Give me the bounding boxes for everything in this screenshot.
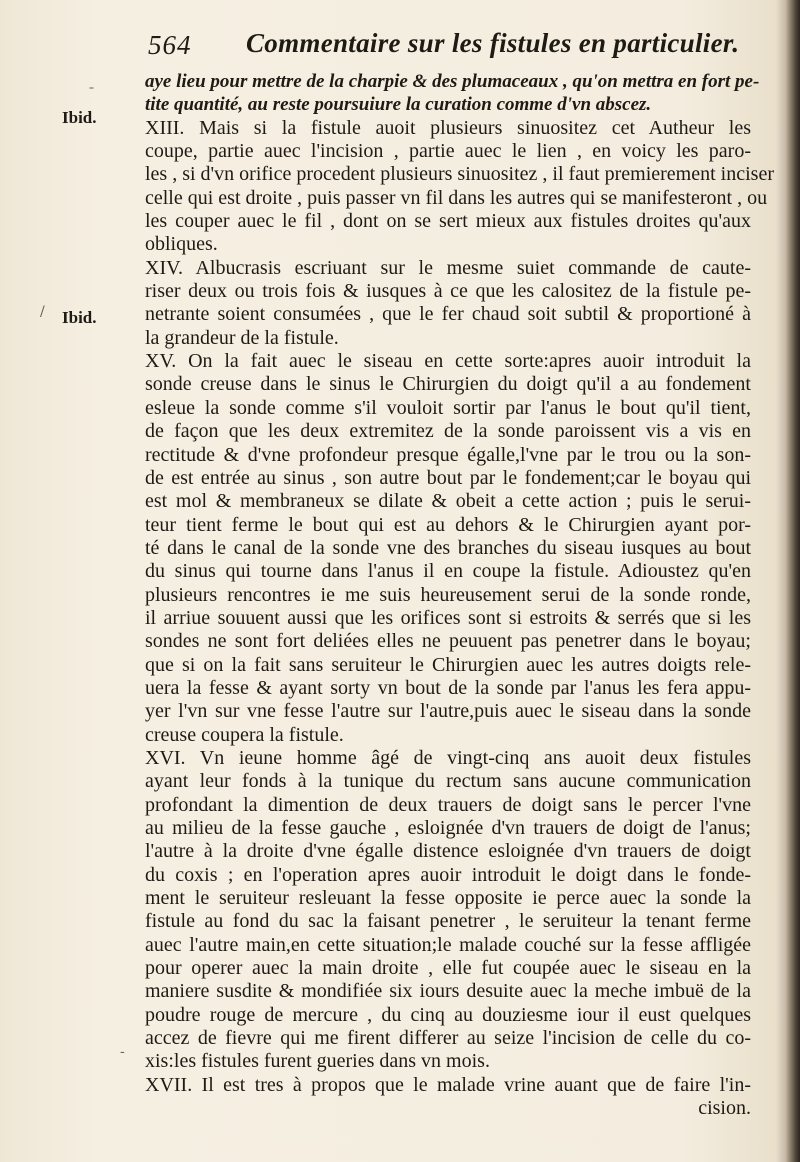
text-line: que si on la fait sans seruiteur le Chirurgien auec les autres doigts rele- <box>145 653 751 676</box>
text-line: esleue la sonde comme s'il vouloit sortir par l'anus le bout qu'il tient, <box>145 396 751 419</box>
text-line: yer l'vn sur vne fesse l'autre sur l'autre,puis auec le siseau dans la sonde <box>145 700 751 723</box>
text-line: sondes ne sont fort deliées elles ne peuuent pas penetrer dans le boyau; <box>145 630 751 653</box>
text-line: XVI. Vn ieune homme âgé de vingt-cinq ans auoit deux fistules <box>145 746 751 769</box>
ink-mark: / <box>40 304 45 320</box>
text-line: de façon que les deux extremitez de la sonde paroissent vis a vis en <box>145 420 751 443</box>
text-line: obliques. <box>145 233 218 256</box>
text-line: creuse coupera la fistule. <box>145 723 344 746</box>
text-line: du coxis ; en l'operation apres auoir introduit le doigt dans le fonde- <box>145 863 751 886</box>
page-header <box>148 26 748 66</box>
page-number: 564 <box>148 30 192 60</box>
text-line: XVII. Il est tres à propos que le malade vrine auant que de faire l'in- <box>145 1073 751 1096</box>
text-line: coupe, partie auec l'incision , partie auec le lien , en voicy les paro- <box>145 140 751 163</box>
text-line: de est entrée au sinus , son autre bout par le fondement;car le boyau qui <box>145 466 751 489</box>
text-line: la grandeur de la fistule. <box>145 326 339 349</box>
text-line: fistule au fond du sac la faisant penetrer , le seruiteur la tenant ferme <box>145 910 751 933</box>
text-line: les , si d'vn orifice procedent plusieurs sinuositez , il faut premierement inciser <box>145 163 774 186</box>
ink-mark: ¯ <box>88 86 95 102</box>
text-line: teur tient ferme le bout qui est au dehors & le Chirurgien ayant por- <box>145 513 751 536</box>
text-line: XIV. Albucrasis escriuant sur le mesme suiet commande de caute- <box>145 256 751 279</box>
text-line: il arriue souuent aussi que les orifices sont si estroits & serrés que si les <box>145 606 751 629</box>
text-line: profondant la dimention de deux trauers de doigt sans le percer l'vne <box>145 793 751 816</box>
text-line: XV. On la fait auec le siseau en cette sorte:apres auoir introduit la <box>145 350 751 373</box>
text-line: XIII. Mais si la fistule auoit plusieurs sinuositez cet Autheur les <box>145 116 751 139</box>
text-line: xis:les fistules furent gueries dans vn mois. <box>145 1050 490 1073</box>
text-line: riser deux ou trois fois & iusques à ce que les calositez de la fistule pe- <box>145 280 751 303</box>
text-line: uera la fesse & ayant sorty vn bout de la sonde par l'anus les fera appu- <box>145 676 751 699</box>
margin-note: Ibid. <box>62 108 97 127</box>
text-line: sonde creuse dans le sinus le Chirurgien du doigt qu'il a au fondement <box>145 373 751 396</box>
text-line: ment le seruiteur resleuant la fesse opposite ie perce auec la sonde la <box>145 887 751 910</box>
running-title: Commentaire sur les fistules en particulier. <box>246 28 740 58</box>
text-line: cision. <box>698 1097 751 1120</box>
text-line: accez de fievre qui me firent differer au seize l'incision de celle du co- <box>145 1027 751 1050</box>
text-line: pour operer auec la main droite , elle fut coupée auec le siseau en la <box>145 957 751 980</box>
body-text <box>145 70 774 1120</box>
text-line: rectitude & d'vne profondeur presque égalle,l'vne par le trou ou la son- <box>145 443 751 466</box>
text-line: l'autre à la droite d'vne égalle distence esloignée d'vn trauers de doigt <box>145 840 751 863</box>
page-binding-edge <box>786 0 800 1162</box>
text-line: poudre rouge de mercure , du cinq au douziesme iour il eust quelques <box>145 1003 751 1026</box>
text-line: aye lieu pour mettre de la charpie & des plumaceaux , qu'on mettra en fort pe- <box>145 71 760 92</box>
text-line: celle qui est droite , puis passer vn fil dans les autres qui se manifesteront , ou <box>145 186 768 209</box>
text-line: té dans le canal de la sonde vne des branches du siseau iusques au bout <box>145 536 751 559</box>
text-line: au milieu de la fesse gauche , esloignée d'vn trauers de doigt de l'anus; <box>145 817 751 839</box>
text-line: est mol & membraneux se dilate & obeit a cette action ; puis le serui- <box>145 490 751 513</box>
text-line: plusieurs rencontres ie me suis heureusement serui de la sonde ronde, <box>145 583 751 606</box>
text-line: tite quantité, au reste poursuiure la curation comme d'vn abscez. <box>145 94 652 116</box>
text-line: ayant leur fonds à la tunique du rectum sans aucune communication <box>145 770 751 793</box>
text-line: auec l'autre main,en cette situation;le malade couché sur la fesse affligée <box>145 933 751 956</box>
text-line: les couper auec le fil , dont on se sert mieux aux fistules droites qu'aux <box>145 210 751 233</box>
margin-note: Ibid. <box>62 308 97 327</box>
text-line: du sinus qui tourne dans l'anus il en coupe la fistule. Adioustez qu'en <box>145 560 751 583</box>
text-line: netrante soient consumées , que le fer chaud soit subtil & proportioné à <box>145 303 751 326</box>
ink-mark: - <box>120 1044 125 1060</box>
text-line: maniere susdite & mondifiée six iours desuite auec la meche imbuë de la <box>145 980 751 1003</box>
